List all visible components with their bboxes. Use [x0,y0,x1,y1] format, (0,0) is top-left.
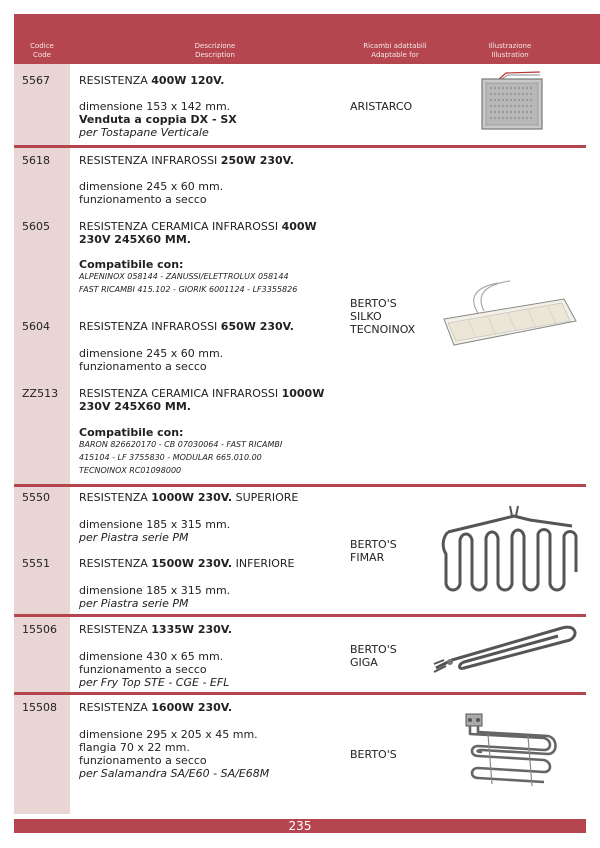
infrared-heater-image [438,275,580,355]
item-note: funzionamento a secco [79,193,207,206]
item-note: funzionamento a secco [79,754,207,767]
fry-top-heater-image [428,620,584,682]
compatible-line: BARON 826620170 - CB 07030064 - FAST RICAMBI [79,440,283,449]
item-title: RESISTENZA 1335W 230V. [79,623,233,636]
header-description: Descrizione Description [194,42,236,59]
compatible-line: ALPENINOX 058144 - ZANUSSI/ELETTROLUX 058144 [79,272,289,281]
item-use: per Salamandra SA/E60 - SA/E68M [79,767,270,780]
item-code: 5618 [22,154,50,167]
row-separator [14,692,586,695]
item-code: 5551 [22,557,50,570]
fit-label: BERTO'S GIGA [350,643,397,669]
item-dimension: dimensione 430 x 65 mm. [79,650,224,663]
item-dimension: dimensione 245 x 60 mm. [79,347,224,360]
item-code: 5567 [22,74,50,87]
item-flange: flangia 70 x 22 mm. [79,741,190,754]
item-use: per Fry Top STE - CGE - EFL [79,676,230,689]
compatible-line: FAST RICAMBI 415.102 - GIORIK 6001124 - LF3355826 [79,285,298,294]
item-note: funzionamento a secco [79,663,207,676]
item-code: 5550 [22,491,50,504]
header-illustration: Illustrazione Illustration [488,42,532,59]
item-dimension: dimensione 153 x 142 mm. [79,100,231,113]
item-note: funzionamento a secco [79,360,207,373]
item-title: RESISTENZA INFRAROSSI 250W 230V. [79,154,294,167]
item-title: RESISTENZA 400W 120V. [79,74,225,87]
compatible-line: TECNOINOX RC01098000 [79,466,182,475]
item-title: RESISTENZA 1600W 230V. [79,701,233,714]
item-title: RESISTENZA CERAMICA INFRAROSSI 1000W [79,387,325,400]
item-dimension: dimensione 295 x 205 x 45 mm. [79,728,258,741]
item-code: ZZ513 [22,387,59,400]
item-code: 5605 [22,220,50,233]
item-use: per Piastra serie PM [79,597,189,610]
item-title-line2: 230V 245X60 MM. [79,400,191,413]
compatible-line: 415104 - LF 3755830 - MODULAR 665.010.00 [79,453,262,462]
fit-label: ARISTARCO [350,100,413,113]
item-dimension: dimensione 245 x 60 mm. [79,180,224,193]
item-title: RESISTENZA 1500W 230V. INFERIORE [79,557,295,570]
page-number: 235 [288,819,312,833]
salamander-heater-image [448,708,558,796]
plate-heater-image [438,502,584,598]
item-code: 15506 [22,623,57,636]
item-title: RESISTENZA CERAMICA INFRAROSSI 400W [79,220,317,233]
item-code: 15508 [22,701,57,714]
compatible-label: Compatibile con: [79,426,184,439]
compatible-label: Compatibile con: [79,258,184,271]
header-code: Codice Code [30,42,54,59]
item-title: RESISTENZA INFRAROSSI 650W 230V. [79,320,294,333]
item-note: Venduta a coppia DX - SX [79,113,237,126]
item-dimension: dimensione 185 x 315 mm. [79,584,231,597]
fit-label: BERTO'S [350,748,397,761]
item-dimension: dimensione 185 x 315 mm. [79,518,231,531]
item-title-line2: 230V 245X60 MM. [79,233,191,246]
item-title: RESISTENZA 1000W 230V. SUPERIORE [79,491,299,504]
row-separator [14,484,586,487]
row-separator [14,145,586,148]
row-separator [14,614,586,617]
fit-label: BERTO'S SILKO TECNOINOX [350,297,416,336]
toaster-heater-image [478,70,548,132]
header-fit: Ricambi adattabili Adaptable for [363,42,427,59]
item-code: 5604 [22,320,50,333]
item-use: per Tostapane Verticale [79,126,209,139]
fit-label: BERTO'S FIMAR [350,538,397,564]
item-use: per Piastra serie PM [79,531,189,544]
